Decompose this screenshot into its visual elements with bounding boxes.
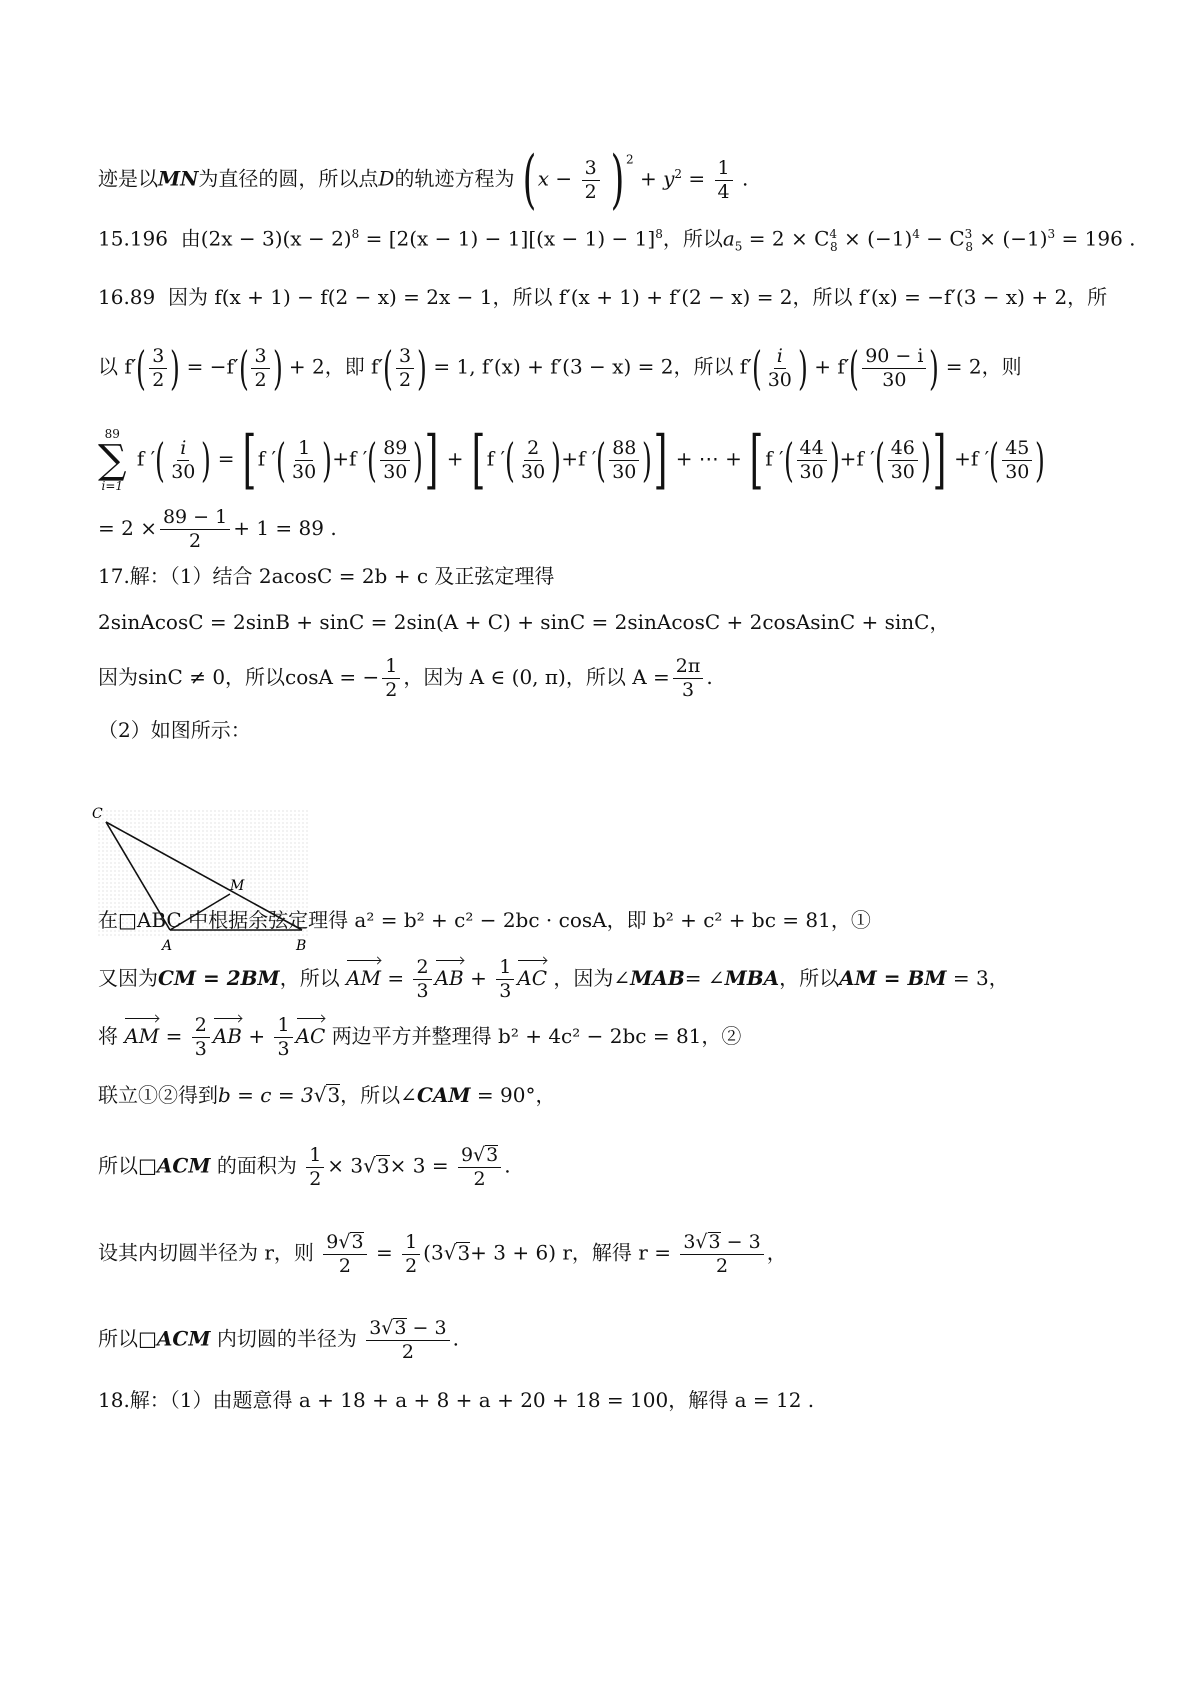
inradius-equation-line: 设其内切圆半径为 r，则 $\frac{9√3}{2}$ = $\frac{1}{2}$ (3√3+ 3 + 6) r，解得 r = $\frac{3√3 - 3}{2}$ ， <box>98 1230 787 1277</box>
area-line: 所以□ACM 的面积为 $\frac{1}{2}$ × 3√3× 3 = $\frac{9√3}{2}$ . <box>98 1143 511 1190</box>
problem-17-part2: （2）如图所示： <box>98 718 251 742</box>
solve-bc-line: 联立①②得到b = c = 3√3，所以∠CAM = 90°， <box>98 1083 556 1107</box>
equation-line-1: 迹是以MN为直径的圆，所以点D的轨迹方程为 (x − $\frac{3}{2}$ ) $^2 + y^2$ = $\frac{1}{4}$ . <box>98 143 749 217</box>
cosine-rule-line: 在□ABC 中根据余弦定理得 a² = b² + c² − 2bc · cosA，即 b² + c² + bc = 81，① <box>98 908 871 932</box>
problem-17-angle-result: 因为sinC ≠ 0，所以cosA = − $\frac{1}{2}$ ，因为 A ∈ (0, π)，所以 A = $\frac{2\pi}{3}$ . <box>98 655 713 701</box>
problem-17-sine-rule: 2sinAcosC = 2sinB + sinC = 2sin(A + C) + sinC = 2sinAcosC + 2cosAsinC + sinC， <box>98 610 950 634</box>
problem-16-line: 16.89 因为 f(x + 1) − f(2 − x) = 2x − 1，所以 f′(x + 1) + f′(2 − x) = 2，所以 f′(x) = −f′(3 − x) + 2，所 <box>98 285 1108 309</box>
label-b: B <box>296 938 307 954</box>
problem-15-line: 15.196 由$(2x - 3)(x - 2)^8 = [2(x - 1) - 1][(x - 1) - 1]^8$，所以$a_5 = 2 \times C^4_8 \times (-1)^4 - C^3_8 \times (-1)^3 = 196$ . <box>98 226 1136 254</box>
vector-relation-line: 又因为CM = 2BM，所以 AM = $\frac{2}{3}$ AB + $\frac{1}{3}$ AC ，因为∠MAB= ∠MBA，所以AM = BM = 3， <box>98 956 1009 1002</box>
label-m: M <box>230 878 245 894</box>
problem-17-part1: 17.解：（1）结合 2acosC = 2b + c 及正弦定理得 <box>98 564 555 588</box>
triangle-figure <box>92 806 330 960</box>
problem-16-derivation: 以 f′( $\frac{3}{2}$ ) = −f′( $\frac{3}{2}$ ) + 2，即 f′( $\frac{3}{2}$ ) = 1, f′(x) + f′(3 − x) = 2，所以 f′( $\frac{i}{30}$ ) + f′( $\frac{90 - i}{30}$ ) = 2，则 <box>98 341 1022 395</box>
problem-18-line: 18.解：（1）由题意得 a + 18 + a + 8 + a + 20 + 18 = 100，解得 a = 12 . <box>98 1388 815 1412</box>
inradius-result-line: 所以□ACM 内切圆的半径为 $\frac{3√3 - 3}{2}$ . <box>98 1317 459 1363</box>
summation-line: 89 ∑ i=1 f ′( $\frac{i}{30}$ ) = [f ′( $\frac{1}{30}$ )+f ′( $\frac{89}{30}$ )] + [f ′( $\frac{2}{30}$ )+f ′( $\frac{88}{30}$ )] + ⋯ + [f ′( $\frac{44}{30}$ )+f ′( $\frac{46}{30}$ )] +f ′( $\frac{45}{30}$ ) <box>98 423 1046 497</box>
vector-square-line: 将 AM = $\frac{2}{3}$ AB + $\frac{1}{3}$ AC 两边平方并整理得 b² + 4c² − 2bc = 81，② <box>98 1014 742 1060</box>
summation-result: = 2 × $\frac{89 - 1}{2}$ + 1 = 89 . <box>98 506 337 552</box>
label-c: C <box>92 806 103 822</box>
label-a: A <box>162 938 173 954</box>
